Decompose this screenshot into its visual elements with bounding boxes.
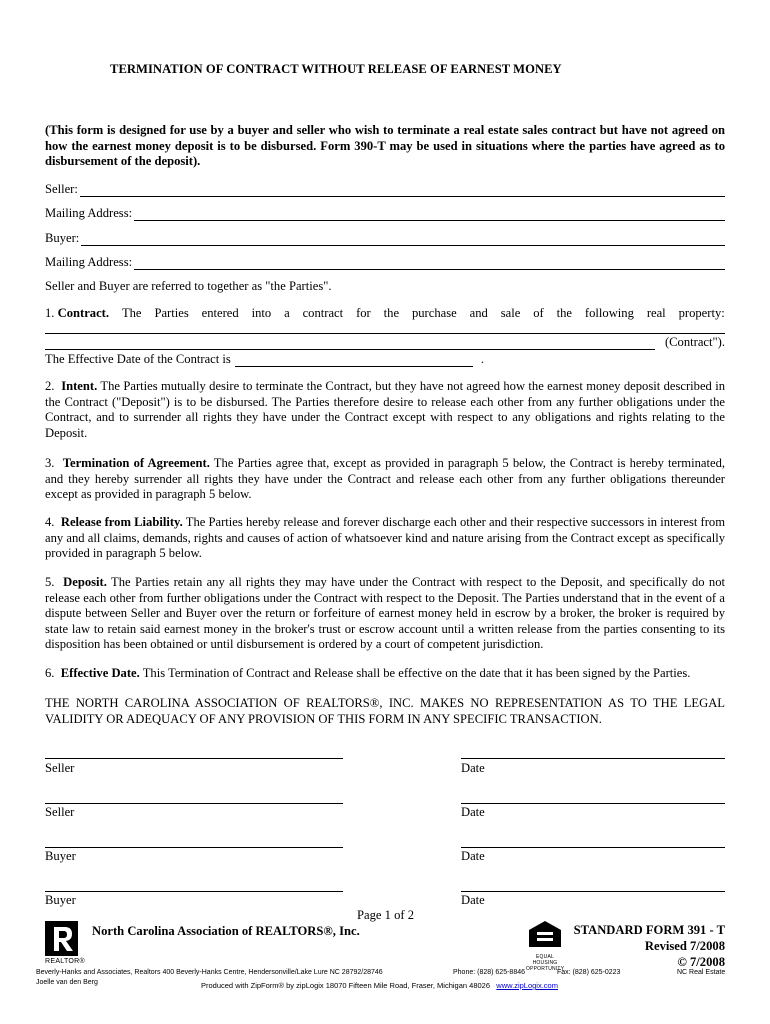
buyer-signature-label: Buyer	[45, 893, 76, 907]
section-1-word: the	[556, 306, 573, 320]
buyer-field[interactable]	[45, 231, 725, 246]
buyer-signature-line-1[interactable]	[45, 847, 343, 848]
ziplogix-link[interactable]: www.zipLogix.com	[496, 981, 558, 990]
eho-line-2: OPPORTUNITY	[526, 966, 565, 972]
revised-date: Revised 7/2008	[644, 939, 725, 953]
section-3-text: The Parties agree that, except as provided in paragraph 5 below, the Contract is hereby terminated, and they hereby surrender all rights they have under the Contract and release each other from any further obligations thereunder except as provided in paragraph 5 below.	[45, 456, 726, 502]
section-1-word: and	[469, 306, 488, 320]
seller-signature-line-1[interactable]	[45, 758, 343, 759]
date-line-2[interactable]	[461, 803, 725, 804]
seller-mailing-input-line[interactable]	[134, 209, 725, 221]
date-line-3[interactable]	[461, 847, 725, 848]
form-intro: (This form is designed for use by a buyer and seller who wish to terminate a real estate sales contract but have not agreed on how the earnest money deposit is to be disbursed. Form 390-T may be used in situations where the parties have agreed as to disbursement of the deposit).	[45, 123, 725, 169]
section-4-text: The Parties hereby release and forever discharge each other and their respective successors in interest from any and all claims, demands, rights and causes of action of whatsoever kind and nature arising from the Contract except as specifically provided in paragraph 5 below.	[45, 515, 726, 561]
date-line-1[interactable]	[461, 758, 725, 759]
section-1-word: contract	[302, 306, 344, 320]
section-1-word: sale	[500, 306, 521, 320]
section-1-word: into	[251, 306, 272, 320]
section-5-heading: Deposit.	[63, 575, 107, 589]
section-1-lead: 1. Contract.	[45, 306, 110, 320]
agent-name: Joelle van den Berg	[36, 979, 98, 986]
realtor-mark: REALTOR®	[45, 958, 85, 965]
zipform-credit	[201, 981, 558, 990]
date-label: Date	[461, 761, 485, 775]
seller-input-line[interactable]	[80, 185, 725, 197]
contract-suffix: (Contract").	[664, 335, 725, 349]
association-name: North Carolina Association of REALTORS®, Inc.	[92, 924, 360, 938]
nc-real-estate-label: NC Real Estate	[677, 969, 726, 976]
section-1-word: entered	[201, 306, 239, 320]
section-3-heading: Termination of Agreement.	[62, 456, 210, 470]
equal-housing-icon	[526, 919, 565, 972]
section-2: 2. Intent. The Parties mutually desire to terminate the Contract, but they have not agreed how the earnest money deposit described in the Contract ("Deposit") is to be disbursed. The Parties therefore desire to release each other from any further obligations under the Contract, and to surrender all rights they have under the Contract except with respect to any obligations and rights relating to the Deposit.	[45, 379, 726, 440]
section-1-word: for	[356, 306, 371, 320]
legal-disclaimer: THE NORTH CAROLINA ASSOCIATION OF REALTORS®, INC. MAKES NO REPRESENTATION AS TO THE LEGAL VALIDITY OR ADEQUACY OF ANY PROVISION OF THIS FORM IN ANY SPECIFIC TRANSACTION.	[45, 696, 725, 726]
section-6: 6. Effective Date. This Termination of Contract and Release shall be effective on the date that it has been signed by the Parties.	[45, 666, 691, 680]
seller-signature-label: Seller	[45, 761, 75, 775]
section-1-line	[45, 306, 725, 321]
seller-label: Seller:	[45, 182, 78, 196]
section-1-word: following	[584, 306, 634, 320]
property-line-1[interactable]	[45, 333, 725, 334]
seller-mailing-label: Mailing Address:	[45, 206, 133, 220]
buyer-signature-line-2[interactable]	[45, 891, 343, 892]
section-1-word: real	[646, 306, 666, 320]
section-1-word: purchase	[411, 306, 457, 320]
property-line-2[interactable]	[45, 338, 655, 350]
section-5: 5. Deposit. The Parties retain any all rights they may have under the Contract with respect to the Deposit, and specifically do not release each other from further obligations under the Contract with respect to the Deposit. The Parties understand that in the event of a dispute between Seller and Buyer over the return or forfeiture of earnest money held in escrow by a broker, the broker is required by state law to retain said earnest money in the broker's trust or escrow account until a written release from the parties consenting to its disposition has been obtained or until disbursement is ordered by a court of competent jurisdiction.	[45, 575, 726, 652]
buyer-mailing-input-line[interactable]	[134, 258, 725, 270]
section-1-heading: Contract.	[57, 306, 110, 320]
section-1-word: property:	[678, 306, 725, 320]
form-number: STANDARD FORM 391 - T	[573, 923, 725, 937]
copyright: © 7/2008	[677, 955, 725, 969]
form-title: TERMINATION OF CONTRACT WITHOUT RELEASE OF EARNEST MONEY	[110, 62, 562, 76]
phone-number: Phone: (828) 625-8846	[453, 969, 525, 976]
section-4: 4. Release from Liability. The Parties hereby release and forever discharge each other and their respective successors in interest from any and all claims, demands, rights and causes of action of whatsoever kind and nature arising from the Contract except as specifically provided in paragraph 5 below.	[45, 515, 726, 561]
realtor-logo-icon	[45, 921, 78, 956]
buyer-mailing-field[interactable]	[45, 255, 725, 270]
brokerage-info: Beverly-Hanks and Associates, Realtors 400 Beverly-Hanks Centre, Hendersonville/Lake Lure NC 28792/28746	[36, 969, 383, 976]
property-line-2-row	[45, 335, 725, 350]
date-label: Date	[461, 849, 485, 863]
buyer-mailing-label: Mailing Address:	[45, 255, 133, 269]
form-number-block	[574, 922, 725, 970]
section-1-word: a	[284, 306, 290, 320]
section-1-word: The	[121, 306, 142, 320]
date-label: Date	[461, 893, 485, 907]
effective-date-period: .	[480, 352, 484, 366]
parties-note: Seller and Buyer are referred to together as "the Parties".	[45, 279, 332, 293]
section-2-heading: Intent.	[61, 379, 98, 393]
fax-number: Fax: (828) 625-0223	[557, 969, 621, 976]
section-2-text: The Parties mutually desire to terminate the Contract, but they have not agreed how the earnest money deposit described in the Contract ("Deposit") is to be disbursed. The Parties therefore desire to release each other from any further obligations under the Contract, and to surrender all rights they have under the Contract except with respect to any obligations and rights relating to the Deposit.	[45, 379, 726, 440]
seller-mailing-field[interactable]	[45, 206, 725, 221]
section-4-heading: Release from Liability.	[60, 515, 183, 529]
seller-field[interactable]	[45, 182, 725, 197]
effective-date-input-line[interactable]	[235, 355, 473, 367]
buyer-input-line[interactable]	[81, 234, 725, 246]
section-5-text: The Parties retain any all rights they may have under the Contract with respect to the Deposit, and specifically do not release each other from further obligations under the Contract with respect to the Deposit. The Parties understand that in the event of a dispute between Seller and Buyer over the return or forfeiture of earnest money held in escrow by a broker, the broker is required by state law to retain said earnest money in the broker's trust or escrow account until a written release from the parties consenting to its disposition has been obtained or until disbursement is ordered by a court of competent jurisdiction.	[45, 575, 726, 652]
section-6-heading: Effective Date.	[60, 666, 140, 680]
section-1-word: Parties	[154, 306, 189, 320]
effective-date-row	[45, 352, 484, 367]
date-label: Date	[461, 805, 485, 819]
effective-date-label: The Effective Date of the Contract is	[45, 352, 231, 366]
buyer-label: Buyer:	[45, 231, 80, 245]
section-1-word: of	[533, 306, 544, 320]
seller-signature-label: Seller	[45, 805, 75, 819]
section-3: 3. Termination of Agreement. The Parties agree that, except as provided in paragraph 5 below, the Contract is hereby terminated, and they hereby surrender all rights they have under the Contract and release each other from any further obligations thereunder except as provided in paragraph 5 below.	[45, 456, 726, 502]
seller-signature-line-2[interactable]	[45, 803, 343, 804]
section-6-text: This Termination of Contract and Release shall be effective on the date that it has been signed by the Parties.	[142, 666, 691, 680]
date-line-4[interactable]	[461, 891, 725, 892]
buyer-signature-label: Buyer	[45, 849, 76, 863]
section-1-word: the	[383, 306, 400, 320]
eho-line-1: EQUAL HOUSING	[532, 954, 558, 966]
page-number: Page 1 of 2	[357, 908, 415, 922]
producer-info: Produced with ZipForm® by zipLogix 18070 Fifteen Mile Road, Fraser, Michigan 48026	[201, 981, 491, 990]
